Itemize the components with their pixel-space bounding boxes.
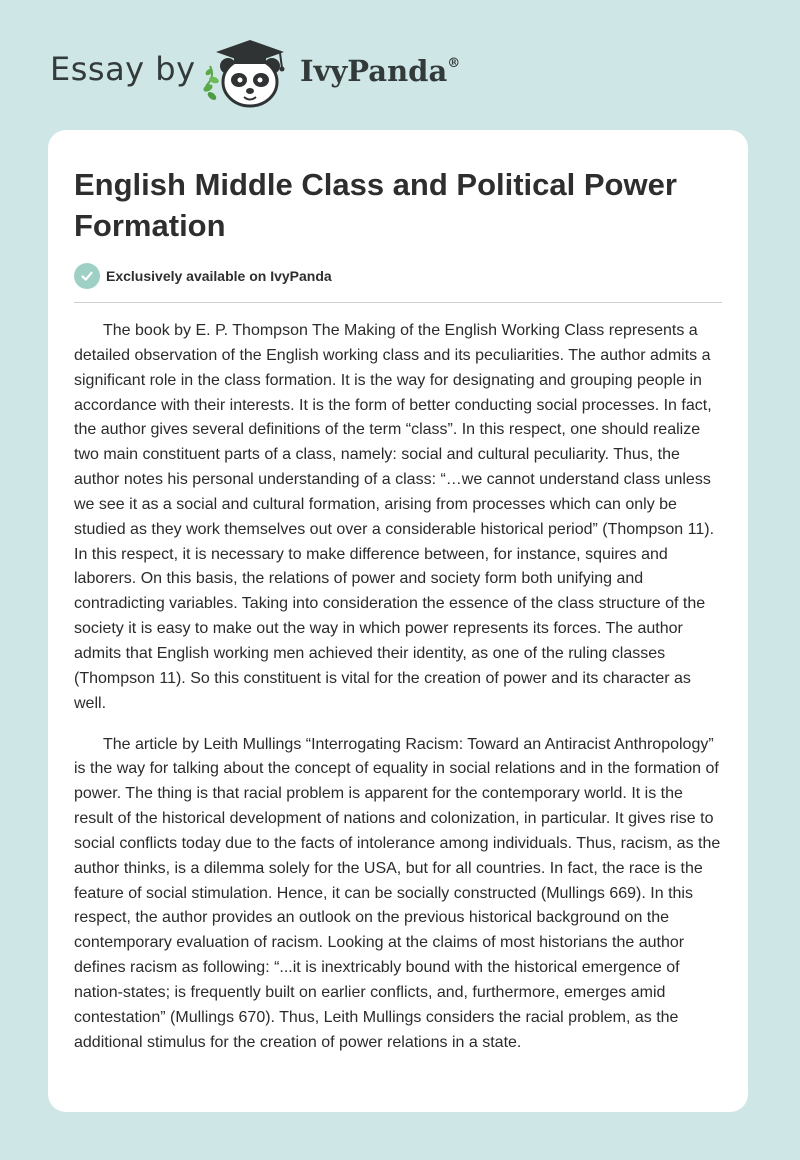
site-header (0, 0, 800, 130)
brand-prefix: Essay by (50, 50, 196, 88)
brand-logo-text[interactable] (300, 54, 460, 88)
page-title: English Middle Class and Political Power Formation (74, 167, 677, 243)
brand-name: IvyPanda (300, 54, 448, 88)
exclusive-badge (74, 263, 332, 289)
paragraph: The book by E. P. Thompson The Making of the English Working Class represents a detailed observation of the English working class and its peculiarities. The author admits a significant role in the class formation. It is the way for designating and grouping people in accordance with their interests. It is the form of better conducting social processes. In fact, the author gives several definitions of the term “class”. In this respect, one should realize two main constituent parts of a class, namely: social and cultural peculiarity. Thus, the author notes his personal understanding of a class: “…we cannot understand class unless we see it as a social and cultural formation, arising from processes which can only be studied as they work themselves out over a considerable historical period” (Thompson 11). In this respect, it is necessary to make difference between, for instance, squires and laborers. On this basis, the relations of power and society form both unifying and contradicting variables. Taking into consideration the essence of the class structure of the society it is easy to make out the way in which power represents its forces. The author admits that English working men achieved their identity, as one of the ruling classes (Thompson 11). So this constituent is vital for the creation of power and its character as well. (74, 322, 715, 712)
divider (74, 302, 722, 303)
check-circle-icon (74, 263, 100, 289)
essay-card (48, 130, 748, 1112)
registered-mark: ® (447, 56, 461, 71)
paragraph: The article by Leith Mullings “Interrogating Racism: Toward an Antiracist Anthropology” is the way for talking about the concept of equality in social relations and in the formation of power. The thing is that racial problem is apparent for the contemporary world. It is the result of the historical development of nations and colonization, in particular. It gives rise to social conflicts today due to the facts of intolerance among individuals. Thus, racism, as the author thinks, is a dilemma solely for the USA, but for all countries. In fact, the race is the feature of social stimulation. Hence, it can be socially constructed (Mullings 669). In this respect, the author provides an outlook on the previous historical background on the contemporary evaluation of racism. Looking at the claims of most historians the author defines racism as following: “...it is inextricably bound with the historical emergence of nation-states; is frequently built on earlier conflicts, and, furthermore, emerges amid contestation” (Mullings 670). Thus, Leith Mullings considers the racial problem, as the additional stimulus for the creation of power relations in a state. (74, 735, 721, 1051)
panda-graduate-icon[interactable] (200, 36, 294, 110)
badge-label: Exclusively available on IvyPanda (106, 268, 332, 284)
essay-body (74, 319, 724, 1071)
